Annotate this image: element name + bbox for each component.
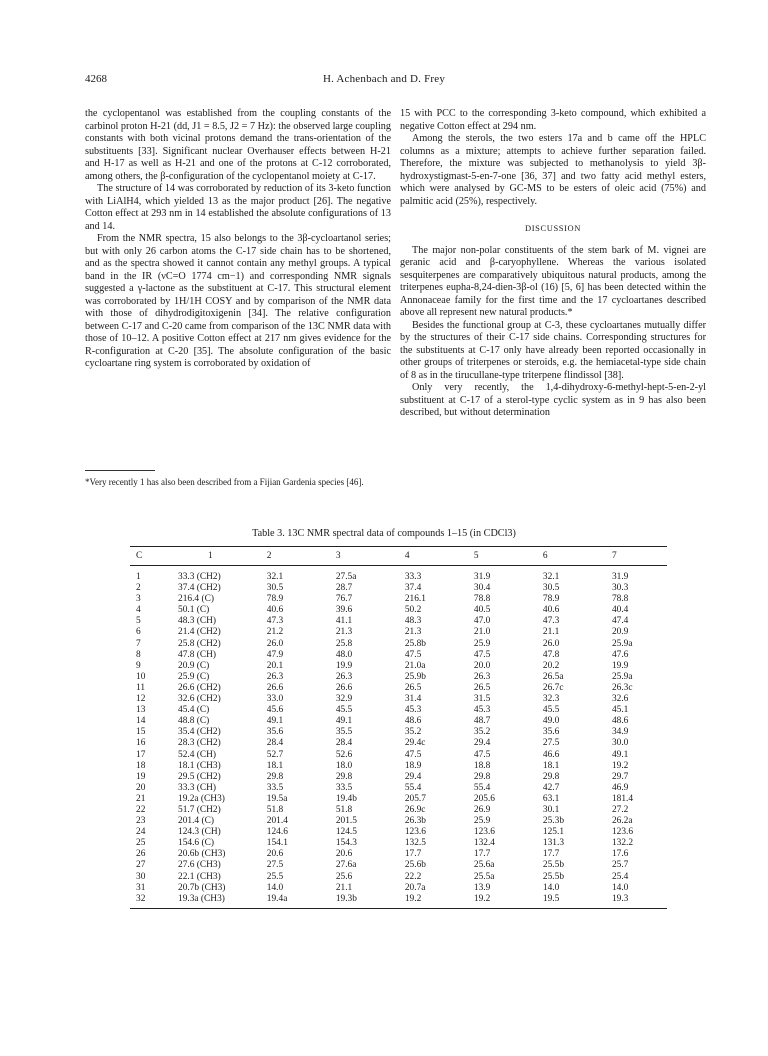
table-cell: 31.9 <box>611 572 629 582</box>
table-cell: 47.6 <box>611 649 629 660</box>
table-cell: 29.4 <box>473 738 491 749</box>
table-cell: 33.5 <box>335 782 353 793</box>
table-cell: 29.8 <box>335 771 353 782</box>
table-cell: 26.3 <box>473 671 491 682</box>
table-cell: 20.9 (C) <box>178 660 210 671</box>
left-column <box>85 108 391 371</box>
table-cell: 154.3 <box>335 838 357 849</box>
table-cell: 123.6 <box>404 827 426 838</box>
left-paragraph-1: the cyclopentanol was established from the coupling constants of the carbinol proton H-21 (dd, J1 = 8.5, J2 = 7 Hz): the observed large coupling constants with both vicinal protons demand the trans-orientation of the substituents [33]. Significant nuclear Overhauser effects between H-21 and H-17 as well as H-21 and one of the protons at C-12 corroborated, among others, the β-configuration of the cyclopentanol moiety at C-17. <box>85 108 391 182</box>
table-cell: 48.3 (CH) <box>178 616 217 627</box>
table-cell: 25.5a <box>473 871 495 882</box>
table-cell: 21 <box>136 793 146 804</box>
table-cell: 20.1 <box>266 660 284 671</box>
table-cell: 25.9b <box>404 671 426 682</box>
table-cell: 25.3b <box>542 816 564 827</box>
table-cell: 25.4 <box>611 871 629 882</box>
table-cell: 45.5 <box>542 705 560 716</box>
table-cell: 63.1 <box>542 793 560 804</box>
table-cell: 39.6 <box>335 605 353 616</box>
table-cell: 26.2a <box>611 816 633 827</box>
table-cell: 30.0 <box>611 738 629 749</box>
table-cell: 25.9 <box>473 638 491 649</box>
right-paragraph-5: Only very recently, the 1,4-dihydroxy-6-methyl-hept-5-en-2-yl substituent at C-17 of a sterol-type cyclic system as in 9 has also been described, but without determination <box>400 382 706 418</box>
table-cell: 78.9 <box>266 594 284 605</box>
table-cell: 18 <box>136 760 146 771</box>
table-cell: 14.0 <box>266 882 284 893</box>
table-cell: 19.9 <box>611 660 629 671</box>
table-cell: 31.5 <box>473 694 491 705</box>
table-cell: 52.7 <box>266 749 284 760</box>
table-cell: 47.5 <box>473 649 491 660</box>
table-cell: 124.3 (CH) <box>178 827 221 838</box>
table-row <box>130 838 667 849</box>
table-cell: 24 <box>136 827 146 838</box>
table-cell: 45.3 <box>404 705 422 716</box>
table-cell: 32.3 <box>542 694 560 705</box>
table-cell: 31.4 <box>404 694 422 705</box>
table-cell: 30.3 <box>611 583 629 594</box>
table-cell: 19.2 <box>391 894 460 909</box>
table-row <box>130 594 667 605</box>
footnote: *Very recently 1 has also been described from a Fijian Gardenia species [46]. <box>85 477 364 487</box>
table-cell: 131.3 <box>542 838 564 849</box>
table-cell: 46.9 <box>611 782 629 793</box>
table-cell: 123.6 <box>611 827 634 838</box>
table-cell: 78.8 <box>473 594 491 605</box>
table-cell: 29.8 <box>473 771 491 782</box>
table-cell: 19.2a (CH3) <box>178 793 225 804</box>
table-row <box>130 716 667 727</box>
table-header-row <box>130 547 667 566</box>
table-cell: 55.4 <box>404 782 422 793</box>
table-cell: 20.2 <box>542 660 560 671</box>
table-cell: 33.5 <box>266 782 284 793</box>
table-cell: 19 <box>136 771 146 782</box>
table-cell: 21.0a <box>404 660 426 671</box>
table-cell: 14 <box>136 716 146 727</box>
table-cell: 26.9c <box>404 804 426 815</box>
table-cell: 27.6a <box>335 860 357 871</box>
table-cell: 41.1 <box>335 616 353 627</box>
table-cell: 76.7 <box>335 594 353 605</box>
table-cell: 52.4 (CH) <box>178 749 217 760</box>
table-cell: 20 <box>136 782 146 793</box>
table-cell: 26.3 <box>266 671 284 682</box>
table-cell: 18.1 <box>266 760 284 771</box>
table-cell: 18.8 <box>473 760 491 771</box>
table-cell: 6 <box>136 627 141 638</box>
table-cell: 47.4 <box>611 616 629 627</box>
table-cell: 26.0 <box>266 638 284 649</box>
table-cell: 181.4 <box>611 793 634 804</box>
table-cell: 78.9 <box>542 594 560 605</box>
table-cell: 35.2 <box>473 727 491 738</box>
table-cell: 37.4 (CH2) <box>178 583 221 594</box>
table-cell: 29.4c <box>404 738 426 749</box>
table-cell: 3 <box>136 594 141 605</box>
table-row <box>130 761 667 772</box>
table-cell: 25.6b <box>404 860 426 871</box>
table-cell: 132.4 <box>473 838 495 849</box>
table-cell: 25.7 <box>611 860 629 871</box>
table-cell: 13.9 <box>473 882 491 893</box>
table-header-cell: 4 <box>391 547 460 566</box>
table-cell: 33.3 <box>404 572 422 582</box>
table-cell: 30.5 <box>542 583 560 594</box>
table-cell: 27.6 (CH3) <box>178 860 221 871</box>
table-cell: 21.1 <box>542 627 560 638</box>
table-cell: 22.1 (CH3) <box>178 871 221 882</box>
table-row <box>130 639 667 650</box>
table-cell: 35.4 (CH2) <box>178 727 221 738</box>
table-cell: 25.9a <box>611 638 633 649</box>
table-cell: 50.1 (C) <box>178 605 210 616</box>
table-cell: 29.8 <box>542 771 560 782</box>
table-row <box>130 794 667 805</box>
table-cell: 11 <box>136 682 146 693</box>
table-cell: 124.6 <box>266 827 288 838</box>
table-cell: 15 <box>136 727 146 738</box>
table-header-cell: 7 <box>598 547 667 566</box>
table-header-cell: 1 <box>168 547 253 566</box>
table-cell: 7 <box>136 638 141 649</box>
table-cell: 124.5 <box>335 827 357 838</box>
table-cell: 26.6 (CH2) <box>178 682 221 693</box>
table-cell: 18.9 <box>404 760 422 771</box>
table-cell: 21.2 <box>266 627 284 638</box>
table-cell: 33.3 (CH) <box>178 782 217 793</box>
left-paragraph-3: From the NMR spectra, 15 also belongs to the 3β-cycloartanol series; but with only 26 carbon atoms the C-17 side chain has to be shortened, and as the spectra showed it cannot contain any methyl groups. A typical band in the IR (νC=O 1774 cm−1) and corresponding NMR signals suggested a γ-lactone as the substituent at C-17. This structural element was corroborated by 1H/1H COSY and by comparison of the NMR data with those of dihydrodigitoxigenin [34]. The relative configuration between C-17 and C-20 came from comparison of the 13C NMR data with those of 10–12. A positive Cotton effect at 217 nm gives evidence for the R-configuration at C-20 [35]. The absolute configuration of the basic cycloartane ring system is corroborated by oxidation of <box>85 233 391 369</box>
table-header-cell: 5 <box>460 547 529 566</box>
table-cell: 25.5b <box>542 860 564 871</box>
table-cell: 19.3b <box>322 894 391 909</box>
table-cell: 25.5b <box>542 871 564 882</box>
table-cell: 123.6 <box>473 827 495 838</box>
table-cell: 37.4 <box>404 583 422 594</box>
table-cell: 17.7 <box>542 849 560 860</box>
right-paragraph-3: The major non-polar constituents of the stem bark of M. vignei are geranic acid and β-caryophyllene. Whereas the various isolated sesquiterpenes are comparatively ubiquitous natural products, among the triterpenes eupha-8,24-dien-3β-ol (16) [5, 6] has been detected within the Annonaceae family for the first time and the 17 cycloartanes described above all represent new natural products.* <box>400 244 706 318</box>
table-cell: 26.3b <box>404 816 426 827</box>
table-cell: 48.3 <box>404 616 422 627</box>
table-cell: 17 <box>136 749 146 760</box>
table-cell: 42.7 <box>542 782 560 793</box>
table-cell: 17.7 <box>404 849 422 860</box>
table-row <box>130 683 667 694</box>
table-cell: 50.2 <box>404 605 422 616</box>
table-cell: 25.6a <box>473 860 495 871</box>
table-cell: 48.6 <box>611 716 629 727</box>
table-row <box>130 583 667 594</box>
section-heading-discussion: DISCUSSION <box>524 223 582 233</box>
table-cell: 18.1 (CH3) <box>178 760 221 771</box>
table-body <box>130 566 667 909</box>
table-cell: 28.3 (CH2) <box>178 738 221 749</box>
table-row <box>130 566 667 584</box>
table-header-cell: 2 <box>253 547 322 566</box>
left-paragraph-2: The structure of 14 was corroborated by reduction of its 3-keto function with LiAlH4, which yielded 13 as the major product [26]. The negative Cotton effect at 293 nm in 14 established the absolute configurations of 13 and 14. <box>85 183 391 232</box>
table-cell: 4 <box>136 605 141 616</box>
table-cell: 2 <box>136 583 141 594</box>
table-cell: 32 <box>130 894 168 909</box>
table-cell: 28.4 <box>335 738 353 749</box>
table-cell: 216.4 (C) <box>178 594 214 605</box>
table-header-cell: 3 <box>322 547 391 566</box>
table-cell: 55.4 <box>473 782 491 793</box>
table-cell: 26.5 <box>473 682 491 693</box>
table-cell: 35.5 <box>335 727 353 738</box>
table-cell: 47.5 <box>404 649 422 660</box>
table-row <box>130 750 667 761</box>
table-cell: 17.7 <box>473 849 491 860</box>
table-cell: 205.7 <box>404 793 426 804</box>
table-cell: 25.9a <box>611 671 633 682</box>
table-cell: 49.1 <box>266 716 284 727</box>
table-cell: 132.5 <box>404 838 426 849</box>
table-row <box>130 694 667 705</box>
table-cell: 32.9 <box>335 694 353 705</box>
table-cell: 31 <box>136 882 146 893</box>
table-cell: 29.7 <box>611 771 629 782</box>
table-row <box>130 616 667 627</box>
table-cell: 47.5 <box>404 749 422 760</box>
right-paragraph-2: Among the sterols, the two esters 17a and b came off the HPLC columns as a mixture; attempts to achieve further separation failed. Therefore, the mixture was subjected to methanolysis to yield 3β-hydroxystigmast-5-en-7-one [36, 37] and two fatty acid methyl esters, which were analysed by GC-MS to be esters of oleic acid (75%) and palmitic acid (25%), respectively. <box>400 133 706 207</box>
table-cell: 25.5 <box>266 871 284 882</box>
table-cell: 46.6 <box>542 749 560 760</box>
table-cell: 48.8 (C) <box>178 716 210 727</box>
table-header-cell: C <box>130 547 168 566</box>
table-row <box>130 661 667 672</box>
table-row <box>130 816 667 827</box>
table-cell: 40.5 <box>473 605 491 616</box>
table-cell: 29.4 <box>404 771 422 782</box>
table-cell: 20.6b (CH3) <box>178 849 226 860</box>
table-cell: 26.9 <box>473 804 491 815</box>
table-cell: 45.1 <box>611 705 629 716</box>
table-cell: 26.0 <box>542 638 560 649</box>
table-cell: 48.0 <box>335 649 353 660</box>
table-cell: 25.8 <box>335 638 353 649</box>
table-cell: 28.7 <box>335 583 353 594</box>
table-cell: 19.3a (CH3) <box>168 894 253 909</box>
table-cell: 40.6 <box>542 605 560 616</box>
table-cell: 201.4 <box>266 816 288 827</box>
table-row <box>130 727 667 738</box>
table-cell: 47.8 <box>542 649 560 660</box>
table-cell: 19.5 <box>529 894 598 909</box>
table-cell: 19.2 <box>611 760 629 771</box>
table-cell: 30 <box>136 871 146 882</box>
table-row <box>130 650 667 661</box>
table-cell: 9 <box>136 660 141 671</box>
table-cell: 35.6 <box>266 727 284 738</box>
table-cell: 21.3 <box>404 627 422 638</box>
table-row <box>130 827 667 838</box>
table-cell: 18.1 <box>542 760 560 771</box>
table-cell: 51.7 (CH2) <box>178 804 221 815</box>
table-cell: 19.4b <box>335 793 357 804</box>
table-cell: 19.3 <box>598 894 667 909</box>
table-cell: 12 <box>136 694 146 705</box>
table-cell: 26.7c <box>542 682 564 693</box>
table-cell: 47.8 (CH) <box>178 649 217 660</box>
table-row <box>130 783 667 794</box>
table-cell: 17.6 <box>611 849 629 860</box>
table-cell: 26.3 <box>335 671 353 682</box>
table-cell: 29.8 <box>266 771 284 782</box>
table-cell: 154.6 (C) <box>178 838 214 849</box>
table-cell: 33.3 (CH2) <box>178 572 221 582</box>
table-cell: 27.5 <box>542 738 560 749</box>
table-cell: 20.7a <box>404 882 426 893</box>
table-cell: 13 <box>136 705 146 716</box>
table-cell: 45.6 <box>266 705 284 716</box>
table-cell: 51.8 <box>335 804 353 815</box>
table-row <box>130 627 667 638</box>
table-cell: 25.6 <box>335 871 353 882</box>
table-cell: 25.9 <box>473 816 491 827</box>
table-cell: 52.6 <box>335 749 353 760</box>
table-cell: 20.6 <box>335 849 353 860</box>
table-cell: 78.8 <box>611 594 629 605</box>
table-cell: 21.3 <box>335 627 353 638</box>
table-cell: 21.1 <box>335 882 353 893</box>
table-cell: 1 <box>136 572 141 582</box>
table-row <box>130 872 667 883</box>
table-row <box>130 672 667 683</box>
table-cell: 45.3 <box>473 705 491 716</box>
table-row <box>130 849 667 860</box>
table-cell: 21.4 (CH2) <box>178 627 221 638</box>
table-cell: 49.1 <box>335 716 353 727</box>
table-cell: 16 <box>136 738 146 749</box>
table-cell: 51.8 <box>266 804 284 815</box>
table-cell: 19.2 <box>460 894 529 909</box>
table-cell: 8 <box>136 649 141 660</box>
footnote-rule <box>85 470 155 471</box>
table-cell: 28.4 <box>266 738 284 749</box>
table-cell: 21.0 <box>473 627 491 638</box>
nmr-table-container <box>130 546 667 909</box>
table-cell: 25.8 (CH2) <box>178 638 221 649</box>
table-cell: 49.0 <box>542 716 560 727</box>
table-cell: 20.7b (CH3) <box>178 882 226 893</box>
table-cell: 19.5a <box>266 793 288 804</box>
table-cell: 5 <box>136 616 141 627</box>
table-cell: 32.6 <box>611 694 629 705</box>
table-cell: 47.5 <box>473 749 491 760</box>
table-cell: 216.1 <box>404 594 426 605</box>
table-cell: 25 <box>136 838 146 849</box>
table-cell: 205.6 <box>473 793 495 804</box>
table-cell: 27.5a <box>335 572 357 582</box>
nmr-data-table <box>130 546 667 909</box>
table-cell: 26.6 <box>266 682 284 693</box>
right-paragraph-1: 15 with PCC to the corresponding 3-keto compound, which exhibited a negative Cotton effect at 294 nm. <box>400 108 706 132</box>
table-cell: 25.8b <box>404 638 426 649</box>
table-row <box>130 772 667 783</box>
table-cell: 23 <box>136 816 146 827</box>
table-cell: 20.9 <box>611 627 629 638</box>
table-header-cell: 6 <box>529 547 598 566</box>
table-cell: 14.0 <box>542 882 560 893</box>
table-cell: 47.3 <box>266 616 284 627</box>
table-cell: 27 <box>136 860 146 871</box>
table-cell: 27.5 <box>266 860 284 871</box>
table-row <box>130 860 667 871</box>
table-row <box>130 738 667 749</box>
table-cell: 132.2 <box>611 838 634 849</box>
table-caption: Table 3. 13C NMR spectral data of compounds 1–15 (in CDCl3) <box>252 528 516 539</box>
table-cell: 32.1 <box>266 572 284 582</box>
table-cell: 26 <box>136 849 146 860</box>
table-cell: 26.5 <box>404 682 422 693</box>
table-cell: 26.5a <box>542 671 564 682</box>
table-row <box>130 605 667 616</box>
table-cell: 14.0 <box>611 882 629 893</box>
table-cell: 35.2 <box>404 727 422 738</box>
table-row <box>130 894 667 909</box>
table-cell: 31.9 <box>473 572 491 582</box>
table-cell: 47.3 <box>542 616 560 627</box>
table-cell: 201.4 (C) <box>178 816 214 827</box>
table-cell: 45.5 <box>335 705 353 716</box>
table-cell: 48.7 <box>473 716 491 727</box>
running-header-authors: H. Achenbach and D. Frey <box>322 73 446 85</box>
right-column <box>400 108 706 420</box>
table-cell: 47.9 <box>266 649 284 660</box>
table-cell: 10 <box>136 671 146 682</box>
table-cell: 35.6 <box>542 727 560 738</box>
table-cell: 33.0 <box>266 694 284 705</box>
table-cell: 19.9 <box>335 660 353 671</box>
table-row <box>130 705 667 716</box>
table-cell: 20.0 <box>473 660 491 671</box>
table-cell: 40.6 <box>266 605 284 616</box>
table-row <box>130 883 667 894</box>
table-cell: 49.1 <box>611 749 629 760</box>
page-number: 4268 <box>85 73 107 85</box>
table-row <box>130 805 667 816</box>
table-cell: 22 <box>136 804 146 815</box>
table-cell: 201.5 <box>335 816 357 827</box>
right-paragraph-4: Besides the functional group at C-3, these cycloartanes mutually differ by the structures of their C-17 side chains. Corresponding structures for the substituents at C-17 only have already been reported occasionally in other groups of triterpenes or steroids, e.g. the hemiacetal-type side chain of 8 as in the tirucullane-type triterpene flindissol [38]. <box>400 319 706 381</box>
table-cell: 47.0 <box>473 616 491 627</box>
table-cell: 26.6 <box>335 682 353 693</box>
table-cell: 26.3c <box>611 682 633 693</box>
table-cell: 29.5 (CH2) <box>178 771 221 782</box>
table-cell: 27.2 <box>611 804 629 815</box>
table-cell: 48.6 <box>404 716 422 727</box>
table-cell: 18.0 <box>335 760 353 771</box>
table-cell: 32.6 (CH2) <box>178 694 221 705</box>
table-cell: 30.4 <box>473 583 491 594</box>
table-cell: 30.1 <box>542 804 560 815</box>
table-cell: 125.1 <box>542 827 564 838</box>
table-cell: 45.4 (C) <box>178 705 210 716</box>
table-cell: 22.2 <box>404 871 422 882</box>
table-cell: 32.1 <box>542 572 560 582</box>
table-cell: 154.1 <box>266 838 288 849</box>
table-cell: 19.4a <box>253 894 322 909</box>
table-cell: 40.4 <box>611 605 629 616</box>
table-cell: 30.5 <box>266 583 284 594</box>
table-cell: 34.9 <box>611 727 629 738</box>
table-cell: 20.6 <box>266 849 284 860</box>
table-cell: 25.9 (C) <box>178 671 210 682</box>
